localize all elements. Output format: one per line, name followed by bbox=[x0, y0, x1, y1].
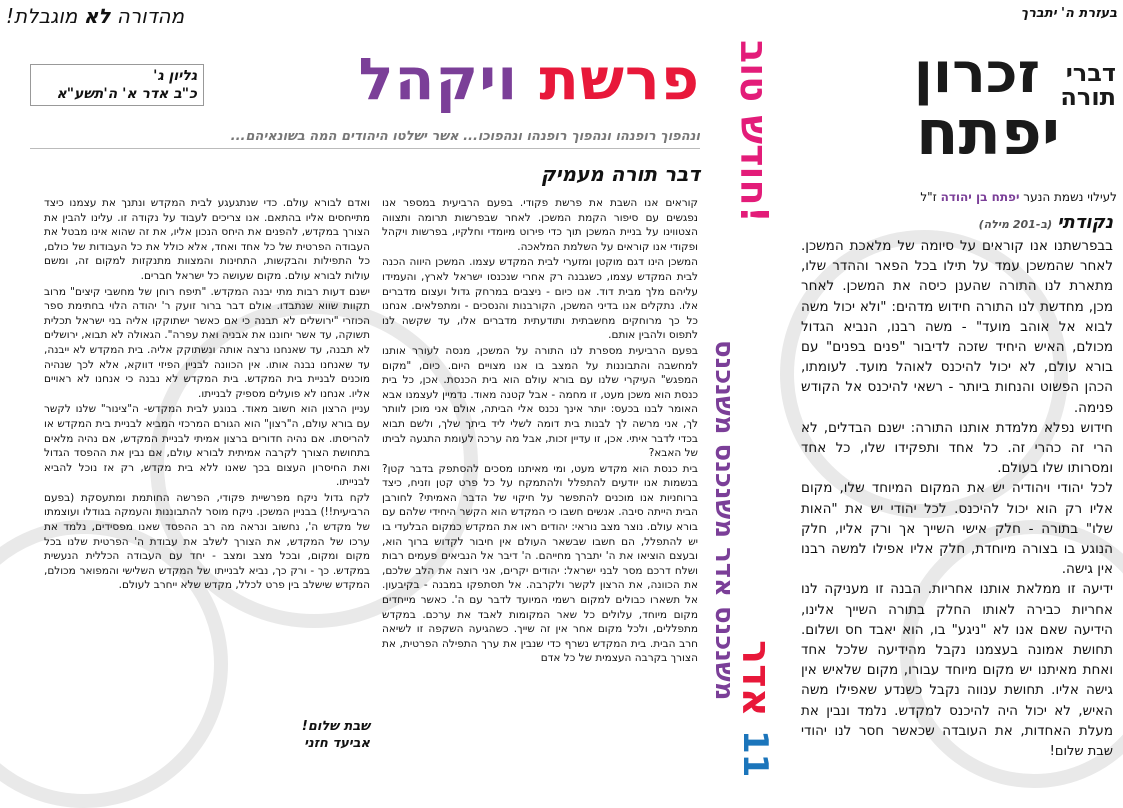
article-paragraph: בפעם הרביעית מספרת לנו התורה על המשכן, מנסה לעורר אותנו למחשבה והתבוננות על המצב בו אנו מצויים היום. כיום, "מקום המפגש" העיקרי שלנו עם בורא עולם הוא בית הכנסת. אכן, כל בית כנסת הוא משכן מעט, זו מחמה - אבל קטנה מאוד. נדמיין לעצמנו אבא האומר לבנו בכעס: יותר אינך נכנס אלי הביתה, אולם אני מוכן לוותר לך, אני מרשה לך לבנות בית דומה לשלי ליד ביתך שלך, ולשם תבוא בכדי לדבר איתי. אכן, זו עדיין זכות, אבל מה ערכה לעומת התגעה לביתו של האבא? bbox=[382, 344, 698, 460]
section-heading: דבר תורה מעמיק bbox=[540, 162, 700, 186]
logo bbox=[800, 40, 1120, 180]
edition-text-b: לא bbox=[83, 4, 111, 28]
memorial-text-a: לעילוי נשמת הנער bbox=[1019, 190, 1117, 204]
article-paragraph: ישנם דעות רבות מתי יבנה המקדש. "תיפח רוחן של מחשבי קיצים" מרוב תקוות שווא שנתבדו. אולם דבר ברור זועק ר' יהודה הלוי בחתימת ספר הכוזרי "ירושלים לא תבנה כי אם כאשר ישתוקקו אליה בני ישראל תכלית תשוקה, עד אשר יחוננו את אבניה ואת עפרה". הגאולה לא תבוא, ירושלים לא תבנה, עד שאנחנו נרצה אותה ונשתוקק אליה. בית המקדש לא ייבנה, עד שאנחנו נבנה אותו. אין הכוונה לבניין הפיזי דווקא, אלא לכך שנהיה מוכנים לבניית בית המקדש. בית המקדש לא נבנה כי אנחנו לא ראויים אליו. אנחנו לא פועלים מספיק לבנייתו. bbox=[44, 285, 370, 400]
article-signature bbox=[44, 718, 370, 752]
band-adar: אדר bbox=[733, 640, 779, 717]
nekudati-paragraph: ידיעה זו ממלאת אותנו אחריות. הבנה זו מעניקה לנו אחריות כבירה לאותו החלק בתורה השייך אלינו, הידיעה שאם אנו לא "ניגע" בו, הוא יאבד חס ושלום. תחושת אמונה בעצמנו נקבל מהידיעה שלכל אחד ואחת מאיתנו יש מקום מיוחד עבורו, מקום שלאיש אין גישה אליו. תחושת ענווה נקבל כשנדע שאפילו משה האיש, לא יכול היה להיכנס למקדש. נלמד ונבין את מעלת האחדות, את העובדה שכאשר חסר לנו יהודי bbox=[801, 581, 1113, 739]
memorial-text-b: ז"ל bbox=[920, 190, 941, 204]
issue-number: גליון ג' bbox=[153, 68, 197, 84]
article-paragraph: בית כנסת הוא מקדש מעט, ומי מאיתנו מסכים להסתפק בדבר קטן? בנשמות אנו יודעים להתפלל ולהתמקח על כל פרט קטן וזניח, כיצד ברוחניות אנו מוכנים להתפשר על חיקוי של הדבר האמיתי? לחורבן הבית הייתה סיבה. אנשים חשבו כי המקדש הוא הקשר היחידי שלהם עם בורא עולם. נוצר מצב נוראי: יהודים ראו את המקדש כמקום הבלעדי בו יש להתפלל, הם חשבו שבשאר העולם אין חיבור לקדוש ברוך הוא, ובעצם הוציאו את ה' יתברך מחייהם. ה' דיבר אל הנביאים פעמים רבות ושלח דרכם מסר לבני ישראל: יהודים יקרים, אני רוצה את הלב שלכם, את הכוונה, את הרצון לקשר ולקרבה. אל תסתפקו במבנה - בקיבעון. אל תשארו כבולים למקום רשמי המיועד לדבר עם ה'. כאשר מייחדים מקום מיוחד, עלולים כל שאר המקומות לאבד את ערכם. במקדש מתפללים, ולכל מקום אחר אין זה שייך. כשהגיעה השקפה זו לשיאה חרב הבית. בית המקדש נשרף כדי שנבין את ערך התפילה הפרטית, את הצורך בקרבה העצמית של כל אדם bbox=[382, 462, 698, 665]
nekudati-title: נקודתי bbox=[1057, 212, 1113, 233]
article-author: אביעד חזני bbox=[304, 736, 370, 751]
nekudati-paragraph: בבפרשתנו אנו קוראים על סיומה של מלאכת המשכן. לאחר שהמשכן עמד על תילו בכל הפאר וההדר שלו, מתארת לנו התורה שהענן כיסה את המשכן. לאחר מכן, מחדשת לנו התורה חידוש מדהים: "ולא יכול משה לבוא אל אוהב מועד" - משה רבנו, הנביא הגדול מכולם, האיש היחיד שזכה לדיבור "פנים בפנים" עם בורא עולם, לא יכול להיכנס לאוהל מועד. לעומתו, הכהן הפשוט והנחות ביותר - רשאי להיכנס אל הקודש פנימה. bbox=[801, 238, 1113, 416]
article-paragraph: לקח גדול ניקח מפרשיית פקודי, הפרשה החותמת ומתעסקת (בפעם הרביעית!!) בבניין המשכן. ניקח מוסר להתבוננות והעמקה בגודלו ועוצמתו של מקדש ה', נחשוב ונראה מה רב ההפסד שאנו מפסידים, נלמד את ערכו של המקדש, את הצורך לשלב את עבודת ה' הפרטית שלנו בכל מקום ומקום, ובכל מצב ומצב - יחד עם העבודה הכללית הנעשית במקדש. כך - ורק כך, נביא לבנייתו של המקדש השלישי והמפואר מכולם, המקדש שישלב בין פרט לכלל, מקדש שלא ייחרב לעולם. bbox=[44, 491, 370, 592]
nekudati-heading bbox=[813, 212, 1113, 233]
logo-line-zichron: זכרון bbox=[913, 41, 1040, 106]
band-sub-text: משנכנס אדר משנכנס משנכנס bbox=[709, 340, 739, 701]
edition-text-c: מוגבלת! bbox=[6, 4, 84, 28]
nekudati-wordcount: (ב-201 מילה) bbox=[978, 218, 1053, 231]
article-shabbat-shalom: שבת שלום! bbox=[301, 719, 370, 734]
nekudati-paragraph: לכל יהודי ויהודיה יש את המקום המיוחד שלו, מקום אליו רק הוא יכול להיכנס. לכל יהודי יש את "האות שלו" בתורה - חלק אישי השייך אך ורק אליו, חלק הנוגע בו בצורה מיוחדת, חלק אליו אפילו למשה רבנו אין גישה. bbox=[801, 480, 1113, 578]
article-column-right bbox=[382, 196, 698, 788]
nekudati-column bbox=[801, 236, 1113, 744]
memorial-line bbox=[797, 190, 1117, 204]
issue-date: כ"ב אדר א' ה'תשע"א bbox=[56, 86, 197, 102]
parsha-word: פרשת bbox=[518, 45, 700, 113]
edition-note bbox=[6, 4, 306, 28]
parsha-name: ויקהל bbox=[358, 45, 519, 113]
article-paragraph: קוראים אנו השבת את פרשת פקודי. בפעם הרביעית במספר אנו נפגשים עם סיפור הקמת המשכן. לאחר שבפרשות תרומה ותצווה הצטווינו על בניית המשכן תוך כדי פירוט מיומדי וחלקיו, בפרשות ויקהל ופקודי אנו קוראים על השלמת המלאכה. bbox=[382, 197, 698, 253]
issue-info bbox=[30, 64, 204, 106]
memorial-name: יפתח בן יהודה bbox=[940, 190, 1020, 204]
article-paragraph: המשכן הינו דגם מוקטן ומזערי לבית המקדש עצמו. המשכן היווה הכנה לבית המקדש עצמו, כשגבנה רק אחרי שנכנסו ישראל לארץ, והעמידו עליהם מלך מבית דוד. אנו כיום - ניצבים במרחק גדול ועצום מדברים אלו. נתקלים אנו בדיני המשכן, הקורבנות והנסכים - ומתפלאים. אנחנו כל כך מרוחקים מחשבתית ותודעתית מדברים אלו, עד שקשה לנו לתפוס ולהבין אותם. bbox=[382, 256, 698, 342]
nekudati-signature: שבת שלום! bbox=[1049, 744, 1113, 759]
article-paragraph: ואדם לבורא עולם. כדי שנתגעגע לבית המקדש ונתנך את עצמנו כיצד מתייחסים אליו בהתאם. אנו צריכים לעבוד על נקודה זו. עלינו להבין את הצורך במקדש, להפנים את היחס הנכון אליו, את זה שהוא אינו מבטל את העבודה הפרטית של כל אחד ואחד, אלא כולל את כל העבודות של כולם, כל התפילות והבקשות, התחינות והמצוות מתנקזות למקום זה, ומשם עולות לבורא עולם. מקום שעושה כל ישראל חברים. bbox=[44, 197, 370, 282]
band-main-a: חודש טוב! bbox=[732, 40, 776, 223]
band-main-text bbox=[734, 40, 774, 223]
nekudati-paragraph: חידוש נפלא מלמדת אותנו התורה: ישנם הבדלים, לא הרי זה כהרי זה. כל אחד ותפקידו שלו, כל אחד ומסרותו שלו בעולם. bbox=[801, 419, 1113, 477]
chodesh-tov-band bbox=[708, 40, 790, 780]
logo-divrei: דברי bbox=[1065, 59, 1116, 87]
siyata-dishmaya: בעזרת ה' יתברך bbox=[1020, 6, 1117, 21]
slogan-line: ונהפוך רופנהו ונהפוך רופנהו ונהפוכו... אשר ישלטו היהודים המה בשונאיהם... bbox=[230, 129, 700, 144]
article-column-left bbox=[44, 196, 370, 716]
logo-torah: תורה bbox=[1060, 83, 1116, 111]
article-paragraph: עניין הרצון הוא חשוב מאוד. בנוגע לבית המקדש- ה"צינור" שלנו לקשר עם בורא עולם, ה"רצון" הוא הגורם המרכזי המביא לבניית בית המקדש או להריסתו. אם נהיה חדורים ברצון אמיתי לבניית המקדש, אם נהיה מלאים בתחושת הצורך לקרבה אמיתית לבורא עולם, אם נבין את ההפסד הגדול ואת החיסרון העצום בכך שאנו ללא בית מקדש, רק אז נוכל להביא לבנייתו. bbox=[44, 403, 370, 489]
logo-line-yiftach: יפתח bbox=[916, 96, 1060, 169]
title-rule bbox=[30, 148, 700, 149]
parsha-title bbox=[300, 45, 700, 113]
band-adar-number: 11 bbox=[735, 730, 775, 778]
edition-text-a: מהדורה bbox=[110, 4, 185, 28]
